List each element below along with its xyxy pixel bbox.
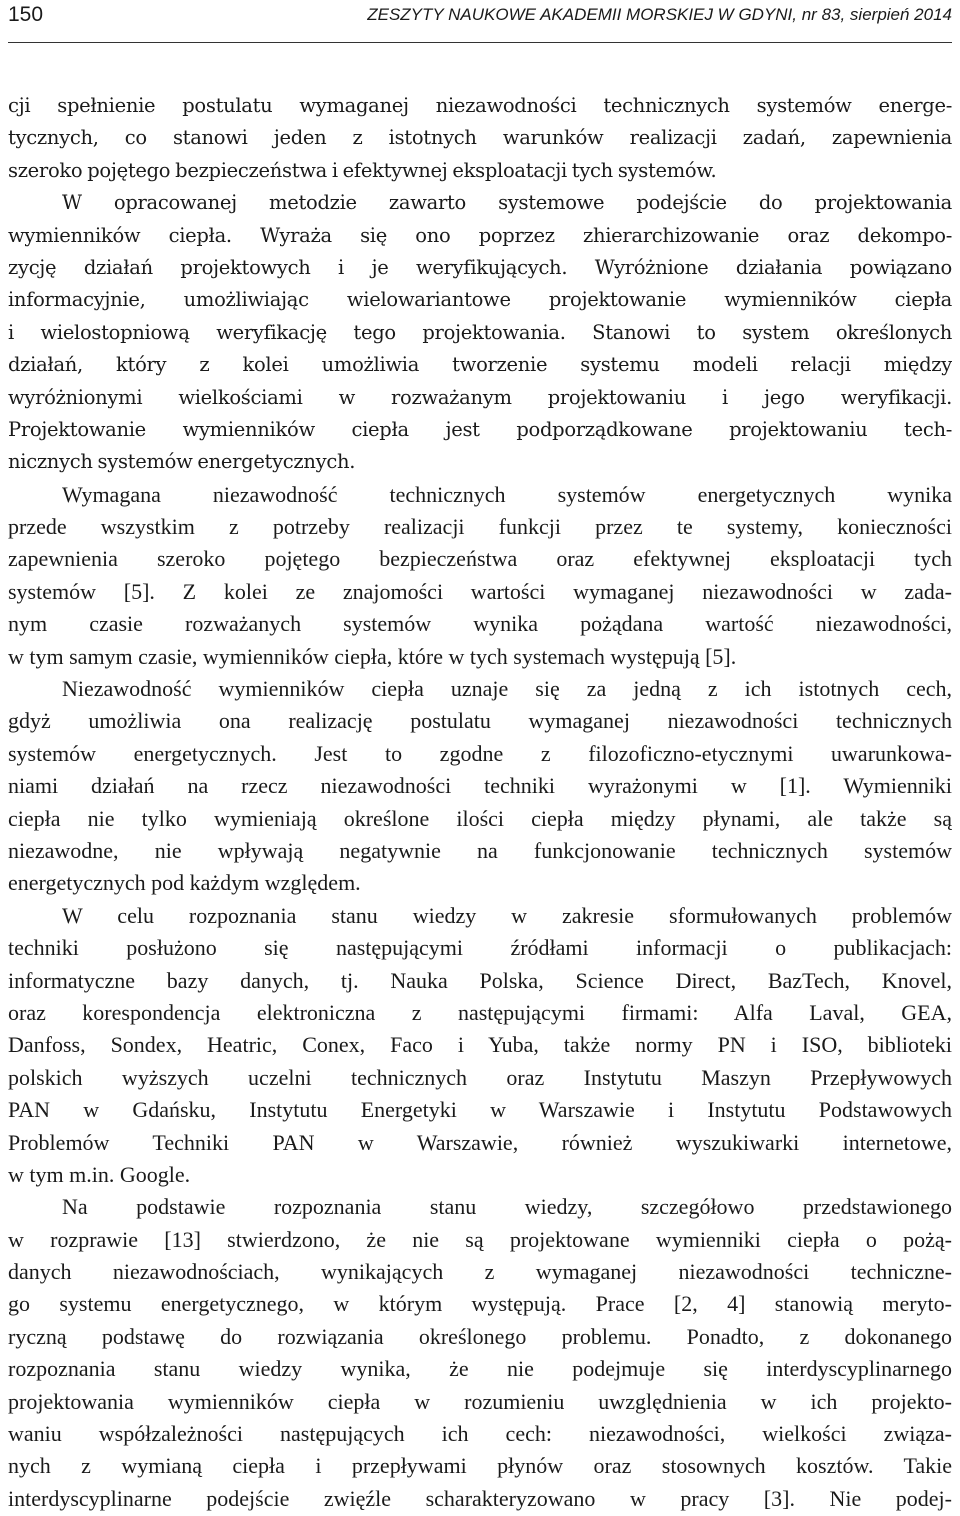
text-line: w rozprawie [13] stwierdzono, że nie są projektowane wymienniki ciepła o pożą- (8, 1226, 952, 1252)
text-line: projektowania wymienników ciepła w rozumieniu uwzględnienia w ich projekto- (8, 1388, 952, 1414)
text-line: nych z wymianą ciepła i przepływami płynów oraz stosownych kosztów. Takie (8, 1453, 952, 1479)
text-line: systemów [5]. Z kolei ze znajomości wartości wymaganej niezawodności w zada- (8, 578, 952, 604)
text-line: interdyscyplinarne podejście zwięźle scharakteryzowano w pracy [3]. Nie podej- (8, 1485, 952, 1511)
running-header (8, 0, 952, 43)
paragraph-3 (8, 673, 952, 900)
text-line: szeroko pojętego bezpieczeństwa i efektywnej eksploatacji tych systemów. (8, 158, 717, 182)
text-line: ryczną podstawę do rozwiązania określonego problemu. Ponadto, z dokonanego (8, 1323, 952, 1349)
text-line: Problemów Techniki PAN w Warszawie, również wyszukiwarki internetowe, (8, 1129, 952, 1155)
text-line: zycję działań projektowych i je weryfikujących. Wyróżnione działania powiązano (8, 255, 952, 279)
text-line: Na podstawie rozpoznania stanu wiedzy, szczegółowo przedstawionego (62, 1194, 952, 1220)
text-line: nicznych systemów energetycznych. (8, 450, 356, 474)
journal-title: ZESZYTY NAUKOWE AKADEMII MORSKIEJ W GDYNI, nr 83, sierpień 2014 (367, 5, 952, 24)
text-line: w tym samym czasie, wymienników ciepła, które w tych systemach występują [5]. (8, 643, 737, 669)
text-line: gdyż umożliwia ona realizację postulatu wymaganej niezawodności technicznych (8, 708, 952, 734)
text-line: informacyjnie, umożliwiając wielowariantowe projektowanie wymienników ciepła (8, 288, 952, 312)
text-line: go systemu energetycznego, w którym występują. Prace [2, 4] stanowią meryto- (8, 1291, 952, 1317)
paragraph-1 (8, 90, 952, 479)
text-line: informatyczne bazy danych, tj. Nauka Polska, Science Direct, BazTech, Knovel, (8, 967, 952, 993)
text-line: polskich wyższych uczelni technicznych oraz Instytutu Maszyn Przepływowych (8, 1064, 952, 1090)
text-line: waniu współzależności następujących ich cech: niezawodności, wielkości związa- (8, 1421, 952, 1447)
text-line: systemów energetycznych. Jest to zgodne z filozoficzno-etycznymi uwarunkowa- (8, 740, 952, 766)
text-line: techniki posłużono się następującymi źródłami informacji o publikacjach: (8, 935, 952, 961)
text-line: danych niezawodnościach, wynikających z wymaganej niezawodności techniczne- (8, 1259, 952, 1285)
text-line: PAN w Gdańsku, Instytutu Energetyki w Warszawie i Instytutu Podstawowych (8, 1097, 952, 1123)
text-line: Projektowanie wymienników ciepła jest podporządkowane projektowaniu tech- (8, 417, 952, 441)
text-line: ciepła nie tylko wymieniają określone ilości ciepła między płynami, ale także są (8, 805, 952, 831)
text-line: Wymagana niezawodność technicznych systemów energetycznych wynika (62, 481, 952, 507)
text-line: W celu rozpoznania stanu wiedzy w zakresie sformułowanych problemów (62, 902, 952, 928)
text-line: rozpoznania stanu wiedzy wynika, że nie podejmuje się interdyscyplinarnego (8, 1356, 952, 1382)
text-line: tycznych, co stanowi jeden z istotnych warunków realizacji zadań, zapewnienia (8, 126, 952, 150)
text-line: niezawodne, nie wpływają negatywnie na funkcjonowanie technicznych systemów (8, 837, 952, 863)
text-line: oraz korespondencja elektroniczna z następującymi firmami: Alfa Laval, GEA, (8, 999, 952, 1025)
paragraph-4 (8, 900, 952, 1192)
text-line: wymienników ciepła. Wyraża się ono poprzez zhierarchizowanie oraz dekompo- (8, 223, 952, 247)
paragraph-5 (8, 1191, 952, 1515)
text-line: niami działań na rzecz niezawodności techniki wyrażonymi w [1]. Wymienniki (8, 773, 952, 799)
text-line: i wielostopniową weryfikację tego projektowania. Stanowi to system określonych (8, 320, 952, 344)
text-line: W opracowanej metodzie zawarto systemowe podejście do projektowania (62, 191, 952, 215)
text-line: nym czasie rozważanych systemów wynika pożądana wartość niezawodności, (8, 611, 952, 637)
text-line: działań, który z kolei umożliwia tworzenie systemu modeli relacji między (8, 353, 952, 377)
text-line: zapewnienia szeroko pojętego bezpieczeństwa oraz efektywnej eksploatacji tych (8, 546, 952, 572)
paragraph-2 (8, 479, 952, 673)
text-line: energetycznych pod każdym względem. (8, 870, 361, 896)
article-body (8, 90, 952, 1515)
text-line: przede wszystkim z potrzeby realizacji funkcji przez te systemy, konieczności (8, 514, 952, 540)
text-line: w tym m.in. Google. (8, 1161, 191, 1187)
text-line: cji spełnienie postulatu wymaganej niezawodności technicznych systemów energe- (8, 94, 952, 117)
page-number: 150 (8, 3, 44, 26)
text-line: Danfoss, Sondex, Heatric, Conex, Faco i Yuba, także normy PN i ISO, biblioteki (8, 1032, 952, 1058)
text-line: Niezawodność wymienników ciepła uznaje się za jedną z ich istotnych cech, (62, 676, 952, 702)
text-line: wyróżnionymi wielkościami w rozważanym projektowaniu i jego weryfikacji. (8, 385, 952, 409)
